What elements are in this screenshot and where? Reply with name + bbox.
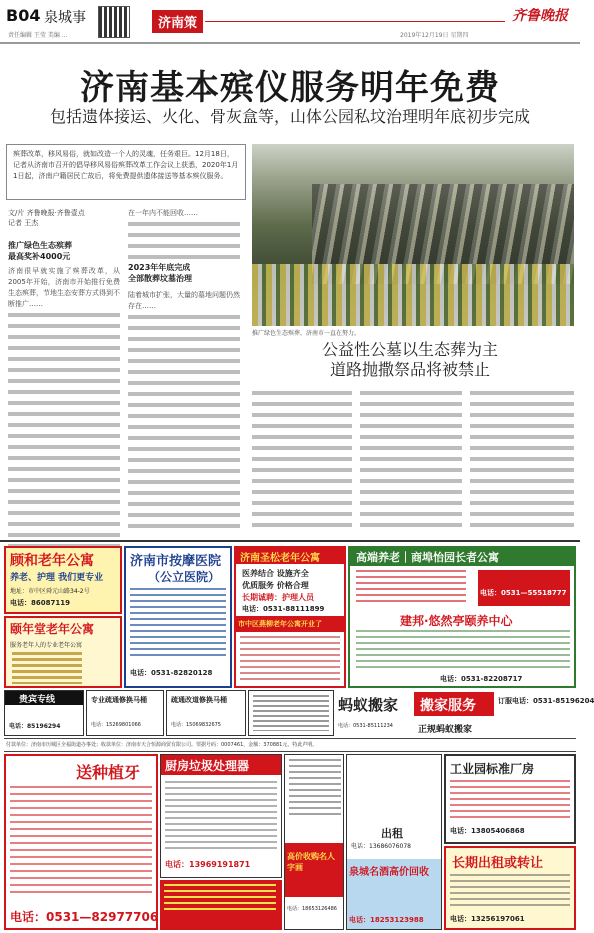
qr-code-icon	[98, 6, 130, 38]
ad-calligraphy	[284, 754, 344, 930]
body-column-b	[128, 208, 240, 258]
ad-kitchen-filler	[165, 781, 277, 851]
headline: 济南基本殡仪服务明年免费	[80, 68, 500, 108]
ad-vip	[4, 690, 84, 736]
ad-kitchen-phone: 电话：13969191871	[165, 860, 251, 869]
subhead-2-line-2: 全部散葬坟墓治理	[128, 274, 192, 283]
header-rule	[205, 21, 505, 22]
ad-drain-2	[166, 690, 246, 736]
ad-gold-recycle	[160, 880, 282, 930]
ad-yiniantang-title: 颐年堂老年公寓	[10, 622, 95, 636]
legal-notice-text: 付款单位：济南市历城区全福街道办事处；收款单位：济南市天合恒源商贸有限公司。票据号码：0007461，金额：370881元，特此声明。	[6, 742, 318, 748]
ad-long-term-filler	[450, 874, 570, 910]
ad-drain-2-phone: 电话：15069832675	[171, 722, 221, 728]
page-number: B04	[6, 6, 41, 25]
ad-yanliu-title: 市中区燕柳老年公寓开业了	[238, 620, 322, 628]
ad-drain-1-title: 专业疏通修换马桶	[91, 696, 147, 704]
ad-shengsong-line2: 优质服务 价格合理	[242, 581, 309, 590]
ad-guhe-nursing	[4, 546, 122, 614]
ad-drain-1	[86, 690, 164, 736]
column-b-text: 在一年内不能回收……	[128, 209, 198, 217]
subhead-1-line-2: 最高奖补4000元	[8, 252, 71, 261]
ad-moving-list-filler	[253, 695, 329, 731]
ad-guhe-title: 顾和老年公寓	[10, 553, 94, 569]
ad-massage-phone: 电话：0531-82820128	[130, 669, 213, 677]
paper-logo: 齐鲁晚报	[512, 8, 568, 24]
column-a-filler	[8, 310, 120, 550]
column-b-filler	[128, 219, 240, 259]
ad-ant-moving-title: 蚂蚁搬家	[338, 696, 399, 714]
ad-factory-phone: 电话：13805406868	[450, 827, 525, 835]
ad-moving-service-title: 搬家服务	[420, 698, 476, 714]
ad-shangbu-phone: 电话：0531—55518777	[480, 589, 567, 597]
body-column-a	[8, 266, 120, 534]
byline-line-1: 文/片 齐鲁晚报·齐鲁壹点	[8, 209, 85, 217]
ad-rent-phone: 电话：13686076078	[351, 843, 411, 850]
ad-factory-filler	[450, 780, 570, 820]
article-photo	[252, 144, 574, 326]
ad-dental-phone: 电话：0531—82977706	[10, 910, 159, 924]
ad-vip-phone: 电话：85196294	[9, 723, 61, 730]
ad-ant-moving-phone: 电话：0531-85111234	[338, 723, 393, 729]
ad-calligraphy-title: 高价收购名人字画	[287, 852, 335, 872]
column-c-filler	[128, 312, 240, 532]
ad-moving-service	[414, 690, 594, 736]
ad-massage-title: 济南市按摩医院	[130, 554, 222, 569]
lead-box: 殡葬改革，移风易俗，就如改造一个人的灵魂，任务艰巨。12月18日，记者从济南市召开的倡导移风易俗殡葬改革工作会议上获悉，2020年1月1日起，济南户籍居民亡故后，将免费提供遗体接送等基本殡仪服务。	[6, 144, 246, 200]
photo-flowers	[252, 264, 574, 326]
section-name: 泉城事	[44, 10, 86, 26]
editors-line: 责任编辑 王莹 美编 ...	[8, 32, 68, 39]
ad-calligraphy-phone: 电话：18653126486	[287, 906, 337, 912]
legal-notice	[4, 738, 576, 752]
ad-gold-filler	[164, 884, 276, 912]
ad-dental-title: 送种植牙	[76, 763, 141, 782]
ad-rent	[346, 754, 442, 930]
ad-proper-ant-title: 正规蚂蚁搬家	[418, 725, 473, 735]
subhead-3-line-1: 公益性公墓以生态葬为主	[321, 340, 498, 359]
ad-long-term-title: 长期出租或转让	[452, 856, 544, 871]
byline	[8, 208, 85, 228]
ad-calligraphy-filler	[289, 759, 341, 815]
ad-yiniantang	[4, 616, 122, 688]
ad-long-term-phone: 电话：13256197061	[450, 915, 525, 923]
ad-kitchen-disposer	[160, 754, 282, 878]
ad-jianbang-filler	[356, 630, 570, 670]
ad-factory-title: 工业园标准厂房	[450, 762, 535, 776]
ad-guhe-slogan: 养老、护理 我们更专业	[10, 573, 104, 583]
body-column-f	[470, 388, 574, 534]
column-c-text: 陆着城市扩张，大量的墓地问题仍然存在……	[128, 291, 240, 310]
issue-date: 2019年12月19日 星期四	[400, 32, 469, 39]
photo-caption: 推广绿色生态殡葬，济南市一直在努力。	[252, 330, 361, 337]
ad-shengsong-phone: 电话：0531-88111899	[242, 605, 325, 613]
ad-yiniantang-line: 服务老年人的专业老年公寓	[10, 642, 83, 649]
ad-long-term-rent	[444, 846, 576, 930]
ad-shengsong-title: 济南圣松老年公寓	[240, 553, 320, 564]
ad-moving-service-phone: 订服电话：0531-85196204	[498, 697, 594, 705]
ads-divider	[0, 540, 580, 542]
ad-kitchen-title: 厨房垃圾处理器	[165, 759, 250, 773]
body-column-d	[252, 388, 352, 534]
subhead-2-line-1: 2023年年底完成	[128, 263, 191, 272]
ad-drain-1-phone: 电话：15269801066	[91, 722, 141, 728]
ad-massage-sub: （公立医院）	[148, 570, 221, 584]
ad-moving-list	[248, 690, 334, 736]
ad-yiniantang-filler	[12, 652, 82, 684]
header-divider	[0, 42, 580, 44]
ad-dental	[4, 754, 158, 930]
body-column-c	[128, 290, 240, 534]
ad-massage-hospital	[124, 546, 232, 688]
ad-shangbu-filler	[356, 570, 466, 606]
subhead-2	[128, 262, 192, 284]
section-tag: 济南策	[152, 10, 203, 33]
ad-shengsong-line1: 医养结合 设施齐全	[242, 569, 309, 578]
ad-guhe-address: 地址：市中区舜元山路34-2号	[10, 588, 90, 595]
column-a-text: 济南很早就实施了殡葬改革，从2005年开始，济南市开始推行免费生态殡葬，节地生态安葬方式得到不断推广……	[8, 267, 120, 308]
ad-liquor-phone: 电话：18253123988	[349, 916, 424, 924]
body-column-e	[360, 388, 462, 534]
subhead-1-line-1: 推广绿色生态殡葬	[8, 241, 72, 250]
ad-factory	[444, 754, 576, 844]
ad-massage-filler	[130, 588, 226, 656]
subheadline: 包括遗体接运、火化、骨灰盒等，山体公园私坟治理明年底初步完成	[49, 107, 530, 126]
page-header	[0, 0, 580, 42]
ad-vip-title: 贵宾专线	[19, 695, 56, 705]
ad-shengsong-hiring: 长期诚聘：护理人员	[242, 593, 314, 602]
ad-shangbu-title: 高端养老｜商埠怡园长者公寓	[356, 551, 499, 564]
ad-jianbang-phone: 电话：0531-82208717	[440, 675, 523, 683]
ad-ant-moving	[336, 690, 412, 736]
ad-shangbu	[348, 546, 576, 688]
subhead-3-line-2: 道路抛撒祭品将被禁止	[329, 360, 490, 379]
ad-shengsong	[234, 546, 346, 688]
ad-yanliu-filler	[240, 636, 340, 684]
subhead-1	[8, 240, 72, 262]
ad-rent-title: 出租	[381, 827, 403, 840]
ad-drain-2-title: 疏通改道修换马桶	[171, 696, 227, 704]
ad-guhe-phone: 电话：86087119	[10, 599, 70, 607]
ad-jianbang-title: 建邦·悠然亭颐养中心	[400, 614, 513, 628]
ad-liquor-title: 泉城名酒高价回收	[349, 867, 429, 878]
ad-dental-filler	[10, 786, 152, 896]
byline-line-2: 记者 王杰	[8, 219, 39, 227]
subhead-3	[290, 340, 530, 380]
